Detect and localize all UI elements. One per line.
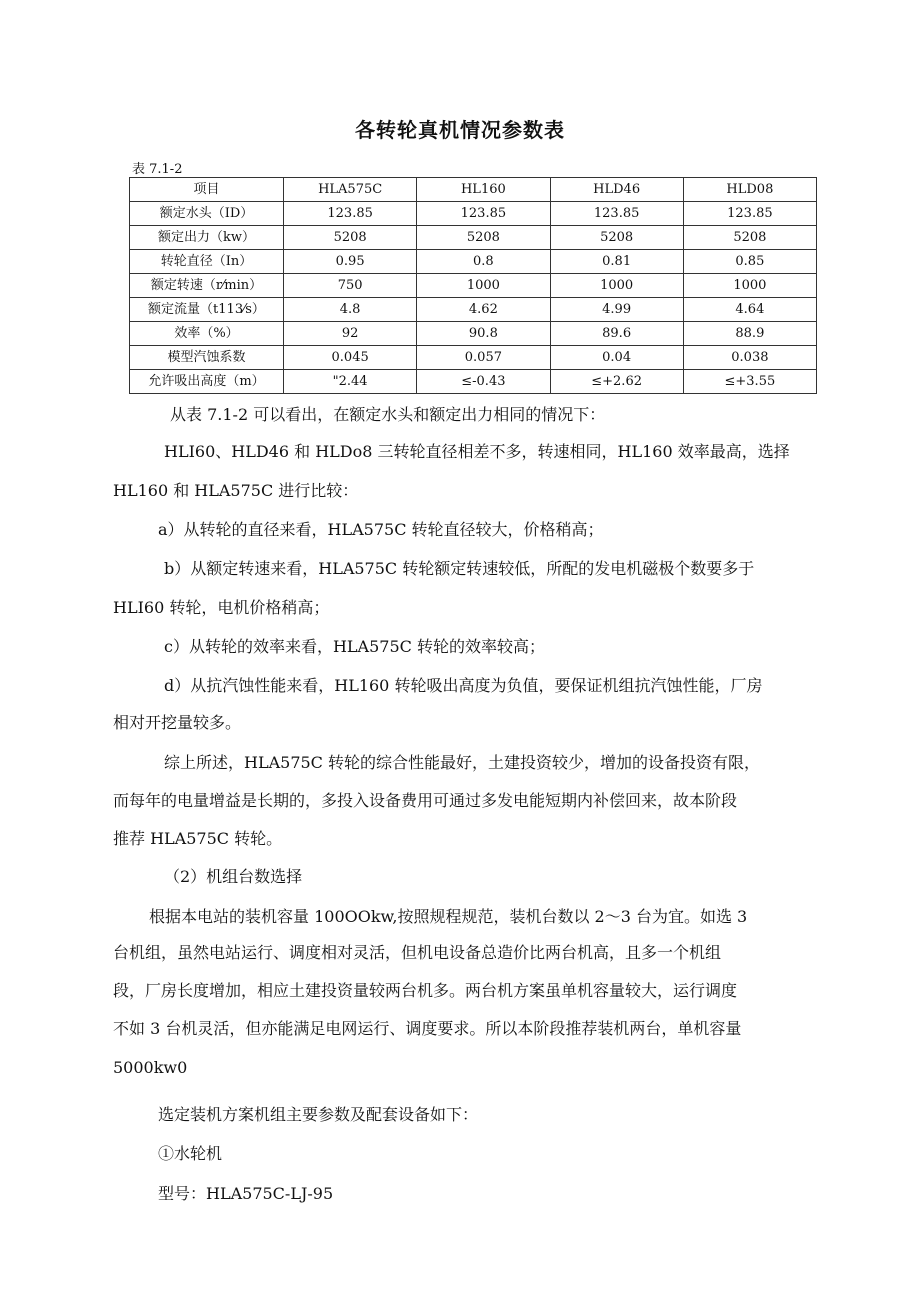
- table-cell: 123.85: [284, 202, 417, 226]
- header-item: 项目: [130, 178, 284, 202]
- row-label: 转轮直径（In）: [130, 250, 284, 274]
- table-cell: 4.8: [284, 298, 417, 322]
- parameter-table: [129, 177, 817, 394]
- body-paragraph: HLI60、HLD46 和 HLDo8 三转轮直径相差不多，转速相同，HL160 效率最高，选择: [164, 442, 790, 461]
- table-cell: 4.62: [417, 298, 550, 322]
- body-paragraph: HL160 和 HLA575C 进行比较：: [113, 481, 359, 500]
- table-cell: 4.64: [683, 298, 816, 322]
- table-cell: 92: [284, 322, 417, 346]
- table-row: [130, 298, 817, 322]
- body-paragraph: 从表 7.1-2 可以看出，在额定水头和额定出力相同的情况下：: [170, 405, 606, 424]
- header-hla575c: HLA575C: [284, 178, 417, 202]
- row-label: 模型汽蚀系数: [130, 346, 284, 370]
- row-label: 额定流量（t113⁄s）: [130, 298, 284, 322]
- table-row: [130, 346, 817, 370]
- table-cell: 0.057: [417, 346, 550, 370]
- table-cell: 1000: [417, 274, 550, 298]
- row-label: 允许吸出高度（m）: [130, 370, 284, 394]
- section-heading: ①水轮机: [158, 1144, 223, 1163]
- table-cell: 1000: [550, 274, 683, 298]
- list-item-b: b）从额定转速来看，HLA575C 转轮额定转速较低，所配的发电机磁极个数要多于: [164, 559, 755, 578]
- body-paragraph: 选定装机方案机组主要参数及配套设备如下：: [158, 1105, 479, 1124]
- row-label: 额定转速（r⁄min）: [130, 274, 284, 298]
- table-cell: 5208: [683, 226, 816, 250]
- table-cell: 5208: [284, 226, 417, 250]
- model-line: 型号：HLA575C-LJ-95: [158, 1184, 334, 1203]
- table-row: [130, 250, 817, 274]
- row-label: 额定水头（ID）: [130, 202, 284, 226]
- section-heading: （2）机组台数选择: [164, 867, 303, 886]
- body-paragraph: 综上所述，HLA575C 转轮的综合性能最好，土建投资较少，增加的设备投资有限，: [164, 753, 761, 772]
- header-hld08: HLD08: [683, 178, 816, 202]
- table-header-row: [130, 178, 817, 202]
- table-cell: 123.85: [417, 202, 550, 226]
- table-cell: 0.95: [284, 250, 417, 274]
- table-cell: 0.045: [284, 346, 417, 370]
- table-row: [130, 370, 817, 394]
- table-cell: 0.04: [550, 346, 683, 370]
- table-cell: 1000: [683, 274, 816, 298]
- body-paragraph: 根据本电站的装机容量 100OOkw,按照规程规范，装机台数以 2～3 台为宜。如选 3: [149, 907, 748, 926]
- table-cell: 90.8: [417, 322, 550, 346]
- table-cell: 123.85: [550, 202, 683, 226]
- body-paragraph: 5000kw0: [113, 1058, 188, 1077]
- table-cell: 4.99: [550, 298, 683, 322]
- list-item-d: d）从抗汽蚀性能来看，HL160 转轮吸出高度为负值，要保证机组抗汽蚀性能，厂房: [164, 676, 763, 695]
- header-hld46: HLD46: [550, 178, 683, 202]
- list-item-c: c）从转轮的效率来看，HLA575C 转轮的效率较高；: [164, 637, 545, 656]
- table-cell: 0.81: [550, 250, 683, 274]
- table-cell: 0.85: [683, 250, 816, 274]
- table-cell: 5208: [417, 226, 550, 250]
- table-label: 表 7.1-2: [132, 162, 183, 177]
- table-row: [130, 322, 817, 346]
- body-paragraph: 推荐 HLA575C 转轮。: [113, 829, 283, 848]
- body-paragraph: 台机组，虽然电站运行、调度相对灵活，但机电设备总造价比两台机高，且多一个机组: [113, 943, 722, 962]
- table-row: [130, 274, 817, 298]
- table-cell: ≤+2.62: [550, 370, 683, 394]
- table-cell: 750: [284, 274, 417, 298]
- list-item-a: a）从转轮的直径来看，HLA575C 转轮直径较大，价格稍高；: [158, 520, 604, 539]
- body-paragraph: 而每年的电量增益是长期的，多投入设备费用可通过多发电能短期内补偿回来，故本阶段: [113, 791, 738, 810]
- table-cell: 0.8: [417, 250, 550, 274]
- header-hl160: HL160: [417, 178, 550, 202]
- table-cell: ≤-0.43: [417, 370, 550, 394]
- body-paragraph: 段，厂房长度增加，相应土建投资量较两台机多。两台机方案虽单机容量较大，运行调度: [113, 981, 738, 1000]
- table-cell: ≤+3.55: [683, 370, 816, 394]
- table-cell: 89.6: [550, 322, 683, 346]
- table-cell: 0.038: [683, 346, 816, 370]
- body-paragraph: 不如 3 台机灵活，但亦能满足电网运行、调度要求。所以本阶段推荐装机两台，单机容量: [113, 1019, 742, 1038]
- row-label: 额定出力（kw）: [130, 226, 284, 250]
- body-paragraph: 相对开挖量较多。: [113, 713, 242, 732]
- table-cell: "2.44: [284, 370, 417, 394]
- table-cell: 5208: [550, 226, 683, 250]
- table-cell: 123.85: [683, 202, 816, 226]
- row-label: 效率（%）: [130, 322, 284, 346]
- table-cell: 88.9: [683, 322, 816, 346]
- table-row: [130, 226, 817, 250]
- table-row: [130, 202, 817, 226]
- page-title: 各转轮真机情况参数表: [355, 118, 565, 142]
- body-paragraph: HLI60 转轮，电机价格稍高；: [113, 598, 330, 617]
